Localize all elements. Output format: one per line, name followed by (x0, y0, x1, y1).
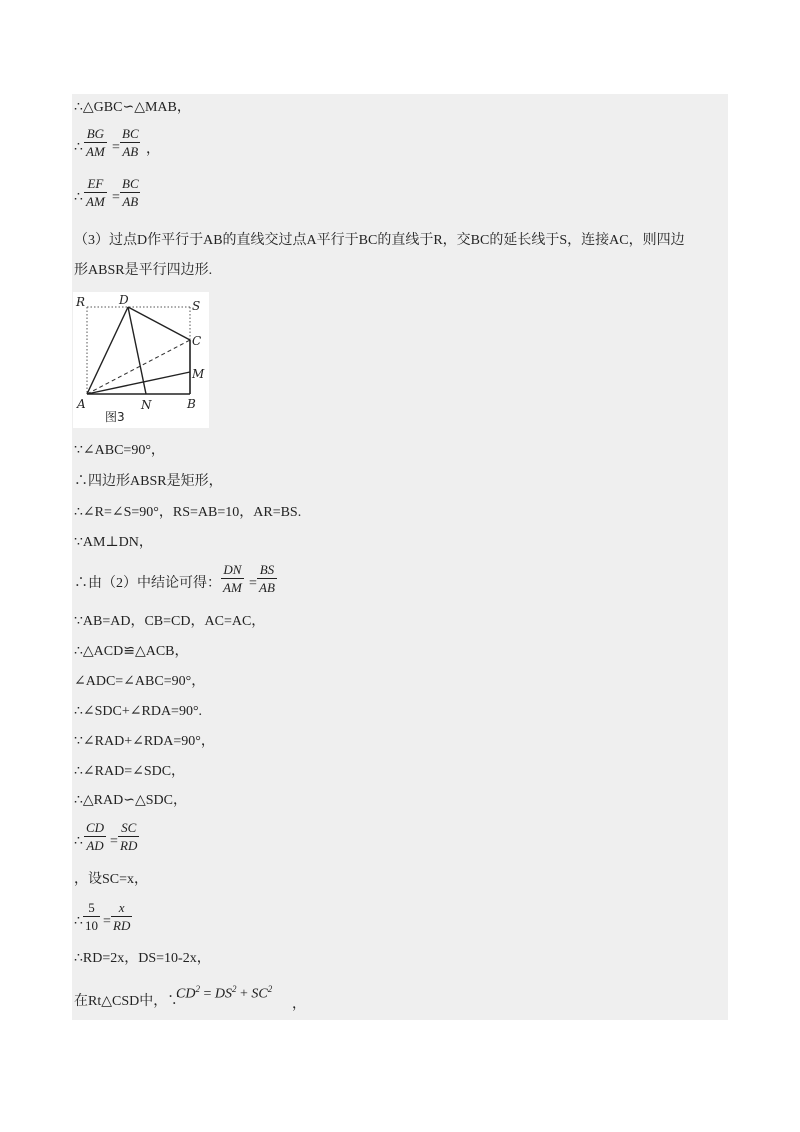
text-line: 形ABSR是平行四边形. (74, 263, 213, 278)
fraction (84, 126, 107, 159)
plus-sign: + (239, 986, 248, 1002)
equals-sign: = (110, 834, 118, 849)
denominator: AB (122, 194, 139, 209)
numerator: BS (259, 562, 275, 577)
fraction (221, 562, 244, 595)
point-label: S (192, 299, 201, 313)
denominator: AB (122, 144, 139, 159)
exponent: 2 (195, 984, 200, 994)
text-line: ∴RD=2x，DS=10-2x， (74, 951, 211, 966)
denominator: AM (86, 144, 105, 159)
numerator: x (118, 900, 125, 915)
numerator: 5 (88, 900, 95, 915)
pythagorean-equation (176, 980, 272, 1004)
point-label: D (119, 293, 129, 307)
fraction (120, 126, 141, 159)
text-line: ∵∠RAD+∠RDA=90°， (74, 734, 215, 749)
text-prefix: ∴由（2）中结论可得： (74, 576, 221, 591)
exponent: 2 (267, 984, 273, 994)
denominator: RD (113, 918, 131, 933)
term-sc: SC (251, 986, 268, 1002)
text-line: ∠ADC=∠ABC=90°， (74, 674, 206, 689)
text-line: ∵∠ABC=90°， (74, 443, 165, 458)
figure-3 (73, 292, 209, 428)
equals-sign: = (103, 914, 111, 929)
fraction (118, 820, 139, 853)
text-suffix: ， (292, 997, 306, 1012)
text-prefix: ∴ (74, 190, 83, 205)
equals-sign: = (112, 140, 120, 155)
point-label: B (187, 397, 196, 411)
text-line: ∵AM⊥DN， (74, 535, 153, 550)
numerator: SC (121, 820, 137, 835)
numerator: DN (223, 562, 242, 577)
point-label: M (192, 367, 205, 381)
text-line: ∴∠RAD=∠SDC， (74, 764, 186, 779)
text-line: ∴△RAD∽△SDC， (74, 793, 187, 808)
denominator: AD (86, 838, 104, 853)
text-line: （3）过点D作平行于AB的直线交过点A平行于BC的直线于R，交BC的延长线于S，连接AC，则四边 (74, 233, 685, 248)
numerator: CD (86, 820, 105, 835)
segment-ac (87, 340, 190, 394)
segment-ad (87, 307, 128, 394)
text-line: ，设SC=x， (74, 872, 149, 887)
text-line: ∴∠SDC+∠RDA=90°. (74, 704, 203, 719)
text-prefix: 在Rt△CSD中，∵ (74, 994, 182, 1009)
point-label: N (141, 398, 152, 412)
denominator: 10 (85, 918, 98, 933)
point-label: C (192, 334, 202, 348)
text-line: ∴四边形ABSR是矩形， (74, 474, 223, 489)
numerator: BC (122, 176, 139, 191)
figure-caption: 图3 (105, 410, 125, 424)
text-line: ∵AB=AD，CB=CD，AC=AC， (74, 614, 266, 629)
term-cd: CD (176, 986, 196, 1002)
fraction (257, 562, 277, 595)
fraction (84, 820, 106, 853)
text-suffix: ， (146, 142, 160, 157)
fraction (84, 176, 107, 209)
denominator: AM (86, 194, 105, 209)
term-ds: DS (214, 986, 232, 1002)
equals-sign: = (249, 576, 257, 591)
point-label: A (77, 397, 86, 411)
text-line: ∴△GBC∽△MAB， (74, 100, 191, 115)
exponent: 2 (231, 984, 237, 994)
text-prefix: ∴ (74, 914, 83, 929)
point-label: R (76, 295, 86, 309)
fraction (111, 900, 132, 933)
text-prefix: ∴ (74, 140, 83, 155)
denominator: AM (223, 580, 242, 595)
numerator: BG (86, 126, 105, 141)
segment-dn (128, 307, 146, 394)
equals-sign: = (203, 986, 212, 1002)
segment-dc (128, 307, 190, 340)
text-line: ∴△ACD≌△ACB， (74, 644, 189, 659)
text-prefix: ∴ (74, 834, 83, 849)
fraction (83, 900, 100, 933)
fraction (120, 176, 141, 209)
denominator: AB (259, 580, 275, 595)
equals-sign: = (112, 190, 120, 205)
numerator: BC (122, 126, 139, 141)
segment-am (87, 372, 190, 394)
numerator: EF (87, 176, 104, 191)
text-line: ∴∠R=∠S=90°，RS=AB=10，AR=BS. (74, 505, 302, 520)
denominator: RD (120, 838, 138, 853)
